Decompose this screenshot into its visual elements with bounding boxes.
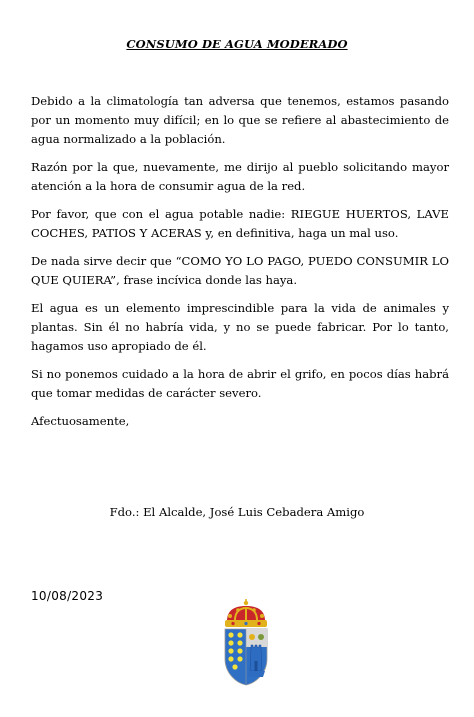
paragraph-request: Razón por la que, nuevamente, me dirijo al pueblo solicitando mayor atención a la hora de consumir agua de la red. [31,160,449,193]
paragraph-importance: El agua es un elemento imprescindible para la vida de animales y plantas. Sin él no habría vida, y no se puede fabricar. Por lo tanto, hagamos uso apropiado de él. [31,301,449,353]
municipal-coat-of-arms-icon [221,599,271,687]
paragraph-prohibitions: Por favor, que con el agua potable nadie: RIEGUE HUERTOS, LAVE COCHES, PATIOS Y ACERAS y, en definitiva, haga un mal uso. [31,207,449,240]
shield-icon [225,629,267,685]
closing-salutation: Afectuosamente, [31,414,130,428]
paragraph-quote: De nada sirve decir que “COMO YO LO PAGO, PUEDO CONSUMIR LO QUE QUIERA”, frase incívica donde las haya. [31,254,449,287]
document-date: 10/08/2023 [31,589,104,603]
letter-body [31,92,449,440]
mayor-signature: Fdo.: El Alcalde, José Luis Cebadera Amigo [109,505,365,519]
paragraph-warning: Si no ponemos cuidado a la hora de abrir el grifo, en pocos días habrá que tomar medidas de carácter severo. [31,367,449,400]
crown-icon [225,599,267,627]
paragraph-climate: Debido a la climatología tan adversa que tenemos, estamos pasando por un momento muy difícil; en lo que se refiere al abastecimiento de agua normalizado a la población. [31,94,449,146]
document-title: CONSUMO DE AGUA MODERADO [126,37,348,51]
